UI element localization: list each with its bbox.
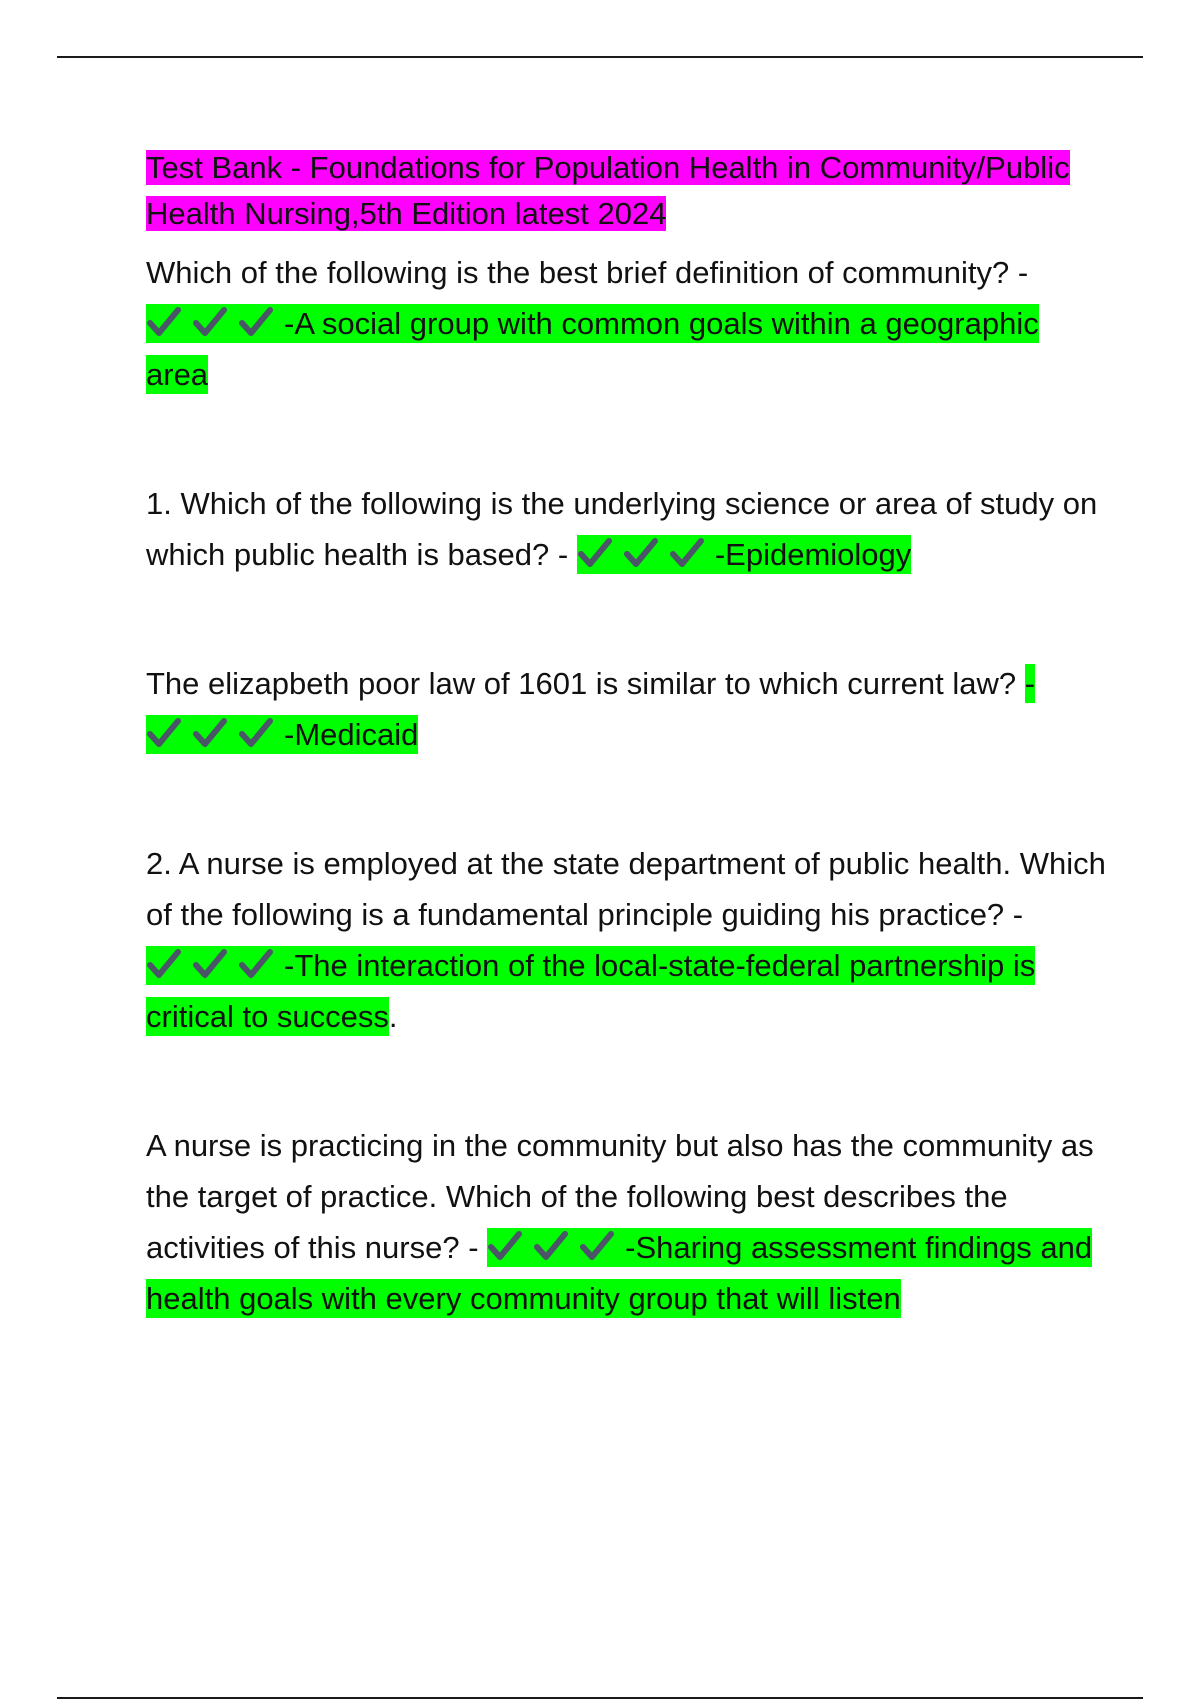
question-text: 1. Which of the following is the underlying science or area of study on which public health is based? -: [146, 486, 1098, 572]
title-highlight: Test Bank - Foundations for Population Health in Community/Public Health Nursing,5th Edition latest 2024: [146, 150, 1070, 231]
check-mark-icon: [238, 715, 274, 751]
question-item: [146, 658, 1106, 760]
answer-prefix: -: [1024, 666, 1036, 701]
question-text: Which of the following is the best brief definition of community? -: [146, 255, 1029, 290]
document-body: [146, 145, 1106, 1324]
check-mark-icon: [192, 304, 228, 340]
check-mark-icon: [146, 946, 182, 982]
question-item: [146, 1120, 1106, 1324]
check-mark-icon: [533, 1228, 569, 1264]
check-group: [146, 709, 284, 760]
check-mark-icon: [146, 715, 182, 751]
check-group: [146, 940, 284, 991]
check-mark-icon: [577, 535, 613, 571]
question-text: The elizapbeth poor law of 1601 is similar to which current law?: [146, 666, 1017, 701]
document-title: [146, 145, 1106, 237]
check-mark-icon: [192, 946, 228, 982]
check-mark-icon: [487, 1228, 523, 1264]
answer-text: -Sharing assessment findings and health goals with every community group that will listen: [146, 1230, 1093, 1316]
answer-highlight: [146, 946, 1035, 1036]
answer-text: -The interaction of the local-state-federal partnership is critical to success: [146, 948, 1036, 1034]
answer-highlight: [577, 535, 911, 574]
check-group: [487, 1222, 625, 1273]
check-mark-icon: [238, 946, 274, 982]
answer-text: -Epidemiology: [714, 537, 912, 572]
question-item: [146, 478, 1106, 580]
question-text: 2. A nurse is employed at the state department of public health. Which of the following is a fundamental principle guiding his practice? -: [146, 846, 1106, 932]
check-mark-icon: [238, 304, 274, 340]
check-mark-icon: [192, 715, 228, 751]
check-group: [577, 529, 715, 580]
question-item: [146, 247, 1106, 400]
question-item: [146, 838, 1106, 1042]
answer-highlight: [146, 304, 1039, 394]
bottom-rule: [57, 1697, 1143, 1699]
answer-text: -Medicaid: [284, 717, 419, 752]
answer-text: -A social group with common goals within a geographic area: [146, 306, 1039, 392]
question-text: A nurse is practicing in the community but also has the community as the target of practice. Which of the following best describes the activities of this nurse? -: [146, 1128, 1094, 1265]
top-rule: [57, 56, 1143, 58]
check-mark-icon: [669, 535, 705, 571]
check-mark-icon: [146, 304, 182, 340]
check-group: [146, 298, 284, 349]
check-mark-icon: [579, 1228, 615, 1264]
answer-trailing: .: [388, 999, 398, 1034]
check-mark-icon: [623, 535, 659, 571]
